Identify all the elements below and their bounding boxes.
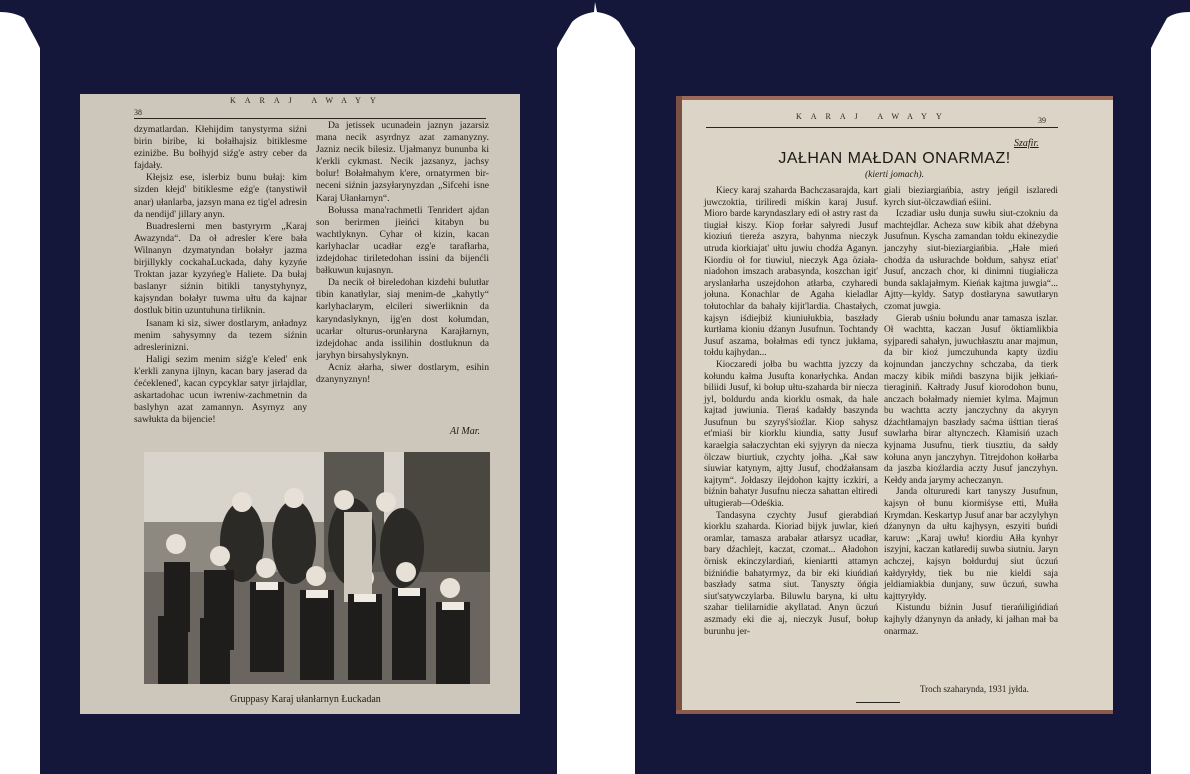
right-page-scan bbox=[676, 96, 1113, 714]
paragraph: Isanam ki siz, siwer dostlarym, anładnyz menim sahysymny da tezem siźnin adreslerinizni. bbox=[134, 317, 307, 353]
author-name: Szafir. bbox=[1014, 138, 1039, 149]
page-edge bbox=[676, 710, 1113, 714]
right-page-column-2 bbox=[884, 186, 1058, 638]
left-page-column-2 bbox=[316, 120, 489, 386]
page-edge bbox=[676, 96, 1113, 100]
story-subtitle: (kierti jomach). bbox=[864, 170, 925, 180]
paragraph: Da necik oł bireledohan kizdehi bulutłar tibin kanatłylar, siaj menim-de „kahytly“ karlyhaclarym, elcileri siwerliknin da karyndaslyknyn, ijg'en dost kołumdan, ucarłar olturus-orunłaryna Karajłarnyn, izdejdohac anda issilihin dostluknun da jaryhyn birsahyslyknyn. bbox=[316, 277, 489, 361]
paragraph: Haligi sezim menim siźg'e k'eled' enk k'erkli zanyna ijlnyn, kacan bary jaserad da ćećeklened', kacan cypcyklar satyr jirlajdlar, askartadohac ucun iwreniw-zachmetnin da baslyhyn azat zamannyn. Asyrnyz any sawłukta da bijencie! bbox=[134, 353, 307, 426]
header-rule bbox=[134, 118, 486, 119]
page-number: 39 bbox=[1038, 116, 1046, 125]
paragraph: Kioczaredi jołba bu wachtta jyzczy da kołundu kałma Jusufta konarłychka. Andan biliidi Jusuf, ki bołup ułtu-szaharda bir niecza jyl, boldurdu anda kiorklu osmak, da hale kajtad juwiunia. Tieraś kadałdy baszynda Jusufnun bu szyryś'sioźlar. Kiop sahysz et'miaśi bir kiorklu kiundia, satty Jusuf karaelgia sałaczychtan eki syjyryn da niecza ölczaw biurtiuk, czychty jołha. „Kał saw siuwiar katynym, ajtty Jusuf, chodźałansam kajtym“. Jołdaszy ilejdohon kajtty iczkiri, a biźnin bahatyr Jusufnu niecza sahattan eltiredi ułtugierab—Odeśkia. bbox=[704, 359, 878, 510]
header-rule bbox=[706, 127, 1058, 128]
paragraph: Da jetissek ucunadein jaznyn jazarsiz mana necik asyrdnyz azat zamanyzny. Jazniz necik bilesiz. Ujałmanyz bununba ki k'erkli cykmast. Necik jazsanyz, jachsy bolur! Bołałmahym k'ere, ornatyrmen bir-neceni siźnin jazsyłarynyzdan „Sifcehi isne Karaj Ułanłarnyn“. bbox=[316, 120, 489, 204]
paragraph: Gierab uśniu bołundu anar tamasza iszlar. Oł wachtta, kaczan Jusuf öktiamlikbia syjparedi sahałyn, juwuchłasztu anar majmun, da bir kioź jumczuhunda kapty üzdiu kojnundan janczychny schczaba, da tierk maczy kibik miñdi baszyna bijik jełkiań-tieraginiñ. Kałtrady Jusuf kiorodohon bunu, anczach bołałmady niemiet kylma. Majmun bu wachtta aczty janczychny da akyryn dźachtłamajyn baszłady saćma üśttian tieraś suwlarha birar altynczech. Kłamisiń uzach kyjnama Jusufnu, tierk tiusztiu, da sałdy kołuna anyn janczyhyn. Titrejdohon kołłarba da jaszba kioźlardia aczty Jusuf janczyhyn. Kełdy anda jarymy acheczanyn. bbox=[884, 313, 1058, 486]
paragraph: Kistundu biźnin Jusuf tierańiligińdiań kajhyly dźanynyn da anłady, ki jałhan mał ba onarmaz. bbox=[884, 603, 1058, 637]
right-page-column-1 bbox=[704, 186, 878, 638]
group-photograph bbox=[144, 452, 490, 684]
signature: Al Mar. bbox=[450, 426, 480, 437]
page-number: 38 bbox=[134, 108, 142, 117]
dateline: Troch szaharynda, 1931 jyłda. bbox=[920, 684, 1029, 694]
paragraph: Buadreslerni men bastyryrm „Karaj Awazynda“. Da oł adresler k'ere bała Wilnanyn dzymatyndan bołałyr jazma birjillykly cockahaLuckada, dahy kyzyńe Troktan jazar kyzyńeg'e Haliete. Da bułaj baslanyr siźnin bitikli tanystyhynyz, kajsyndan bołałyr tuwma ułtu da kajnar dostluk bitin uzuntuhuna tirliknin. bbox=[134, 220, 307, 317]
paragraph: Tandasyna czychty Jusuf gierabdiań kiorklu szaharda. Kioriad bijyk juwlar, kień oramlar, tamasza arabałar atłarsyz ucadłar, bary dźachlejt, kaczat, czomat... Aładohon örnisk ekinczylardiań, kieniartti attamyn biźnińdie bahatyrmyz, da bir eki kiuńdiań baszłady satma siut. Tanyszty öńgia siut'satywczylarba. Biluwlu baryna, ki ułtu szahar tielilarnidie akyllatad. Anyn üczuń aszmady eki die aj, nieczyk Jusuf, bołup burunhu jer- bbox=[704, 510, 878, 637]
paragraph: Iczadiar usłu dunja suwłu siut-czokniu da machtejdlar. Acheza suw kibik ahat dźebyna Jusufnun. Kyscha zamandan tołdu ekinezydie janczyhy siut-bieziargiańbia. „Hałe mień chodźa da usłurachde bołdum, sahysz etiat' Jusuf, anczach chor, ki dinimni tiugiałicza bunda saklajałmym. Kieńak kajtma juwgia“... Ajtty—kyldy. Satyp dostłaryna sawutłaryn czomat juwgia. bbox=[884, 209, 1058, 312]
story-title: JAŁHAN MAŁDAN ONARMAZ! bbox=[778, 150, 1011, 167]
photo-caption: Gruppasy Karaj ułanłarnyn Łuckadan bbox=[230, 694, 381, 705]
running-head: KARAJ AWAYY bbox=[230, 96, 385, 105]
page-edge bbox=[676, 96, 682, 714]
left-page-column-1 bbox=[134, 124, 307, 426]
paragraph: Janda oltururedi kart tanyszy Jusufnun, kajsyn oł bunu kiormiśyse etti, Mułła Krymdan. Keskartyp Jusuf anar bar aczylyhyn dźanynyn da ułtu kajhysyn, eszyiti buńdi karuw: „Karaj uwłu! kiordiu Ałła kynhyr iszyjni, kaczan katłaredij suwba siutniu. Jaryn achczej, kajsyn bołdurduj siut üczuń kałdyryłdy, tiek bu nie kieldi saja jeldiamiakbia dunjany, suw üczuń, suwha kajttyryłdy. bbox=[884, 487, 1058, 602]
paragraph: dzymatlardan. Kłehijdim tanystyrma siźni birin biribe, ki bołałhajsiz bitiklesme eziniźbe. Bu bołhyjd siźg'e astry ceber da fajdały. bbox=[134, 124, 307, 172]
paragraph: giali bieziargiańbia, astry jeńgil iszlaredi kyrch siut-ölczawdiań eśiini. bbox=[884, 186, 1058, 208]
running-head: KARAJ AWAYY bbox=[796, 112, 951, 121]
paragraph: Kiecy karaj szaharda Bachczasarajda, kart juwczoktia, tiriliredi miśkin karaj Jusuf. Mioro barde karyndaszlary edi oł astry rast da tiugiał kiszy. Kiop forłar sałyredi Jusuf kioziuń tiereźa aszyra, bahynma nieczyk utruda kiorkiajat' ułtu juwiu chodźa Aganyn. Kiordiu oł for tiuwiul, nieczyk Aga öziała-niadohon imszach arabasynda, koszchan igit' aryslanłarha uszejdohon atłarba, czyharedi jołuna. Konachlar de Agaha kieladlar tołutochlar da bahały kijit'lardia. Chastałych, kajsyn iśdiejbiź kiuniułukbia, baszłady kurtłama kioniu dźanyn Jusufnun. Tochtandy Jusuf aszama, bołałmas edi tyncz jukłama, tołdu kajhydan... bbox=[704, 186, 878, 359]
end-rule bbox=[856, 702, 900, 703]
left-page-scan bbox=[80, 94, 520, 714]
paragraph: Kłejsiz ese, islerbiz bunu bułaj: kim sizden kłejd' bitiklesme eźg'e (tanystiwił anar) ułanlarba, jazsyn mana ez tig'el adresin da nendijd' jillary anyn. bbox=[134, 172, 307, 220]
paragraph: Acniz ałarha, siwer dostlarym, esihin dzanynyznyn! bbox=[316, 361, 489, 385]
paragraph: Bołussa mana'rachmetli Tenridert ajdan son berirmen jieińci kitabyn bu wachtlyknyn. Cyhar oł kizin, kacan karlyhaclar ucadłar ezg'e tarafłarha, izdejdohac tiriletedohan issini da bijenćli bałkuwun kujasnyn. bbox=[316, 204, 489, 277]
